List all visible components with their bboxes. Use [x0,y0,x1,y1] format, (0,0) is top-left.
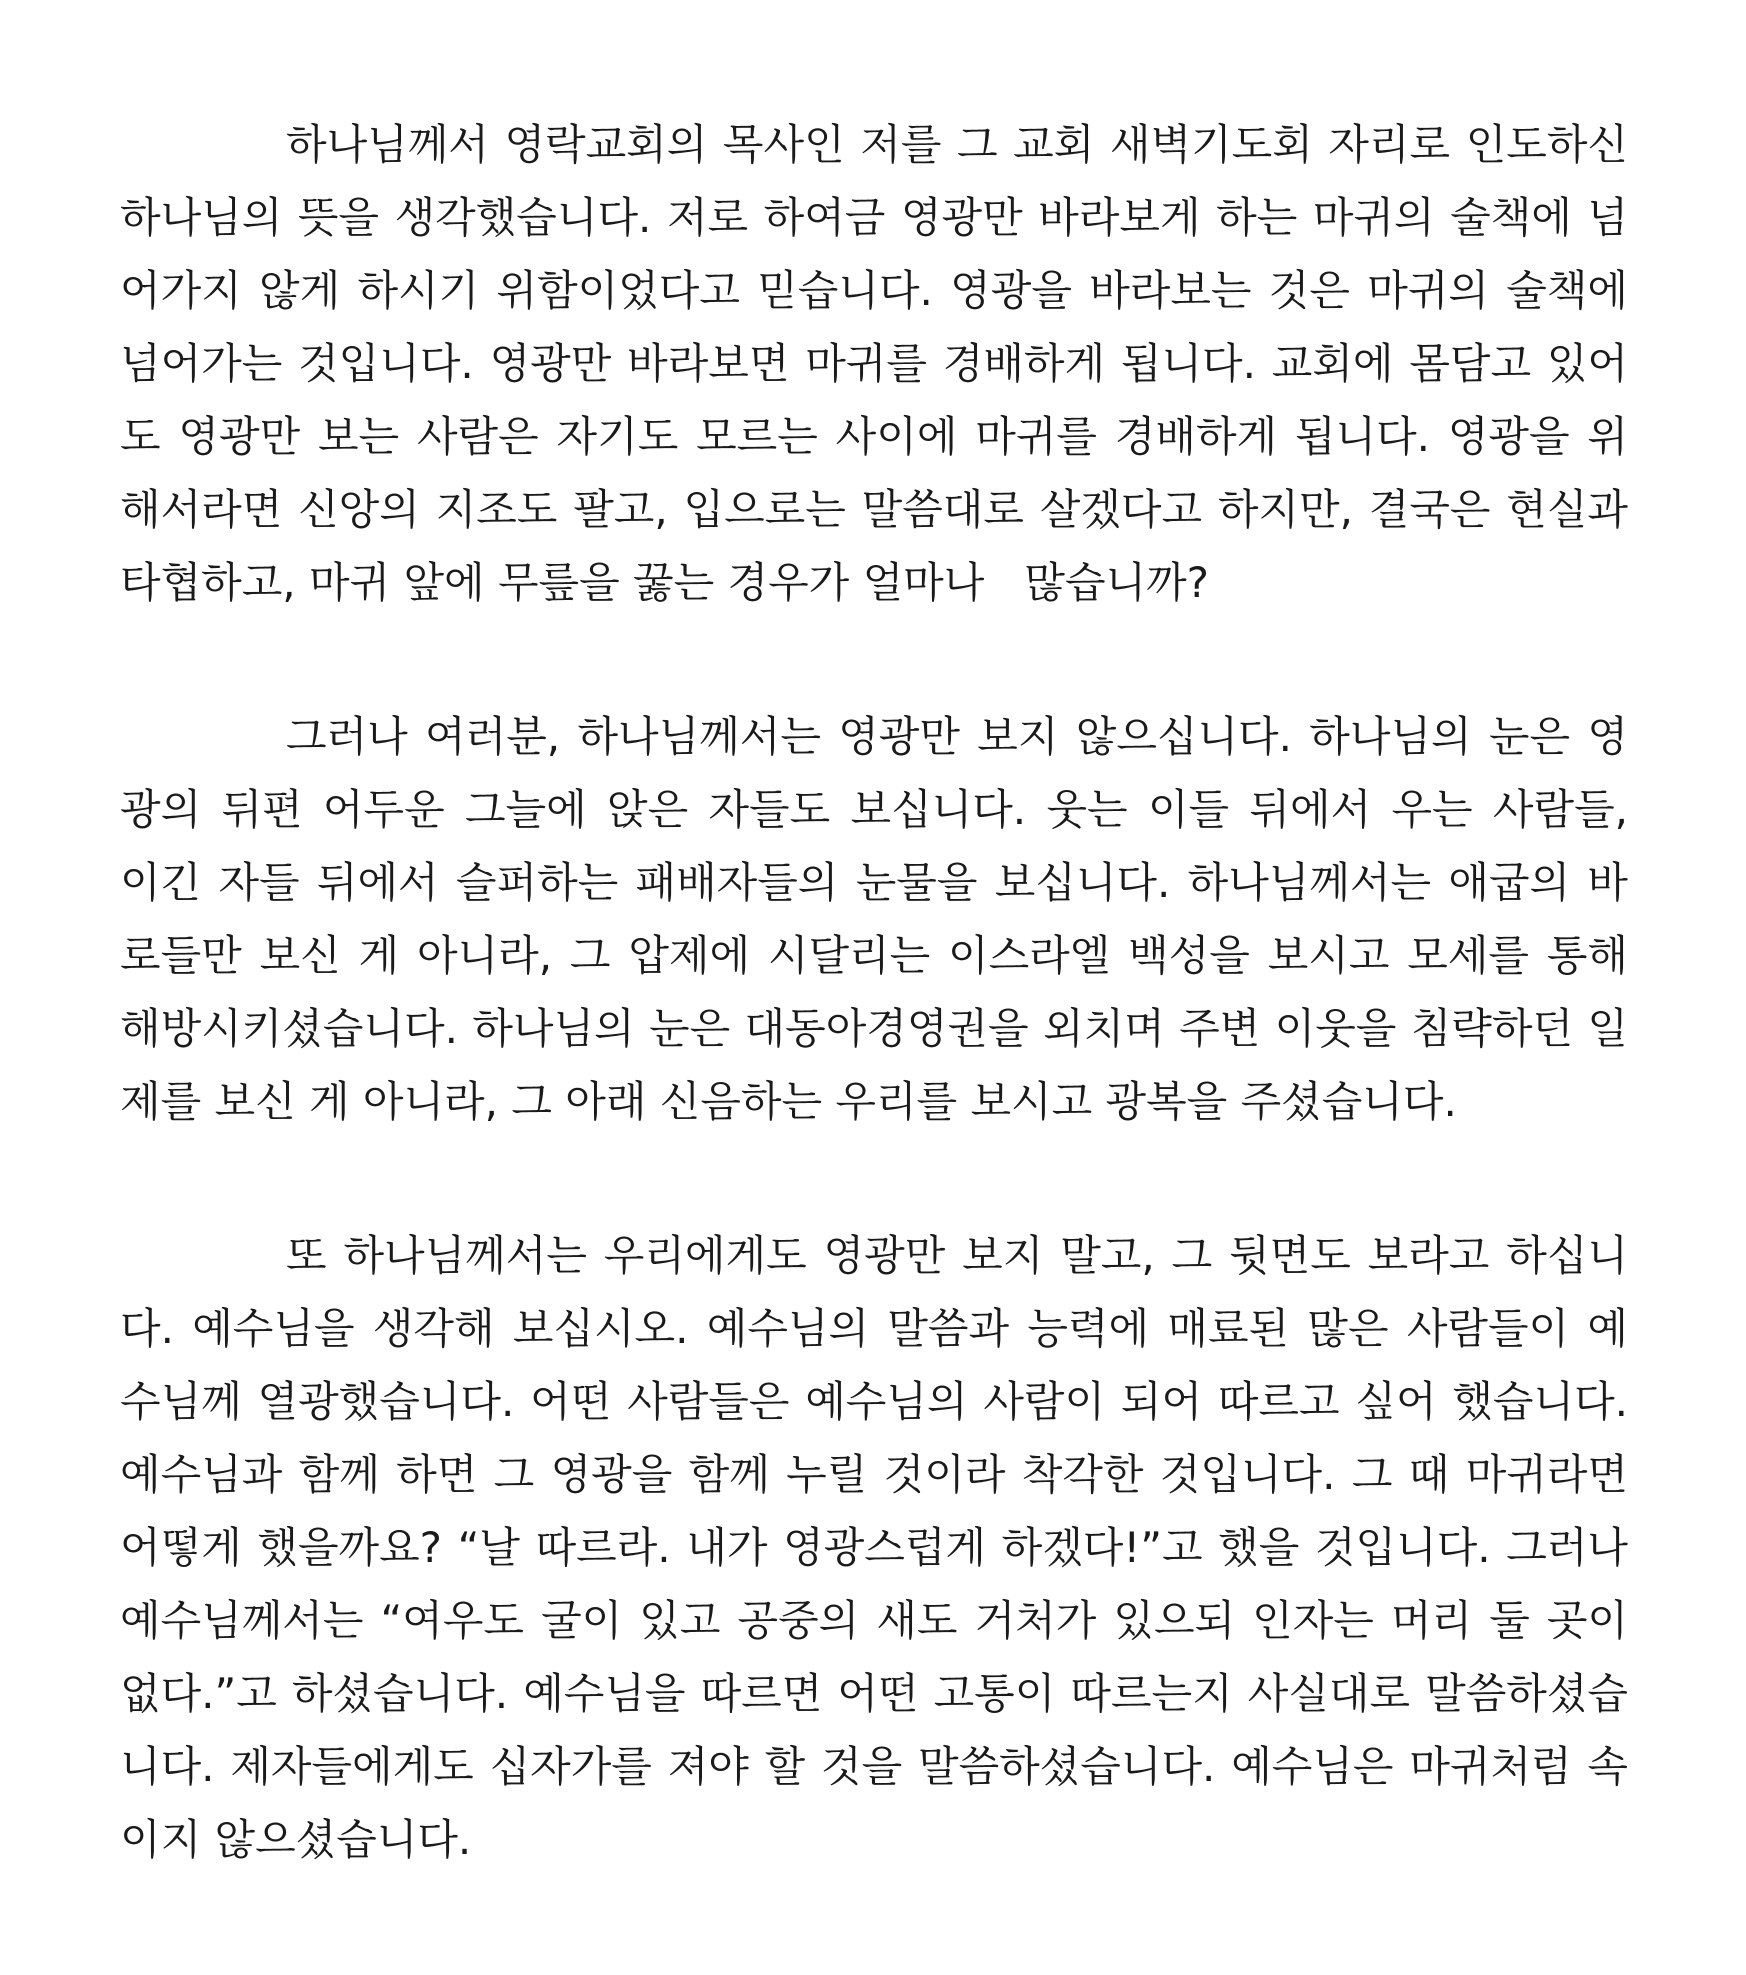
paragraph-2 [120,700,1628,1138]
paragraph-line: 예수님과 함께 하면 그 영광을 함께 누릴 것이라 착각한 것입니다. 그 때 마귀라면 [120,1450,1628,1499]
paragraph-line: 이긴 자들 뒤에서 슬퍼하는 패배자들의 눈물을 보십니다. 하나님께서는 애굽의 바 [120,858,1628,907]
paragraph-line: 어떻게 했을까요? “날 따르라. 내가 영광스럽게 하겠다!”고 했을 것입니다. 그러나 [120,1523,1628,1572]
paragraph-line: 니다. 제자들에게도 십자가를 져야 할 것을 말씀하셨습니다. 예수님은 마귀처럼 속 [120,1742,1628,1791]
paragraph-line: 해서라면 신앙의 지조도 팔고, 입으로는 말씀대로 살겠다고 하지만, 결국은 현실과 [120,485,1628,534]
paragraph-1 [120,108,1628,619]
paragraph-line: 이지 않으셨습니다. [120,1815,472,1864]
paragraph-line: 하나님의 뜻을 생각했습니다. 저로 하여금 영광만 바라보게 하는 마귀의 술책에 넘 [120,193,1628,242]
paragraph-line: 제를 보신 게 아니라, 그 아래 신음하는 우리를 보시고 광복을 주셨습니다. [120,1077,1457,1126]
paragraph-line: 해방시키셨습니다. 하나님의 눈은 대동아경영권을 외치며 주변 이웃을 침략하던 일 [120,1004,1628,1053]
paragraph-line: 그러나 여러분, 하나님께서는 영광만 보지 않으십니다. 하나님의 눈은 영 [286,712,1628,761]
paragraph-line: 도 영광만 보는 사람은 자기도 모르는 사이에 마귀를 경배하게 됩니다. 영광을 위 [120,412,1628,461]
paragraph-line: 또 하나님께서는 우리에게도 영광만 보지 말고, 그 뒷면도 보라고 하십니 [286,1231,1628,1280]
paragraph-line: 넘어가는 것입니다. 영광만 바라보면 마귀를 경배하게 됩니다. 교회에 몸담고 있어 [120,339,1628,388]
paragraph-line: 예수님께서는 “여우도 굴이 있고 공중의 새도 거처가 있으되 인자는 머리 둘 곳이 [120,1596,1628,1645]
paragraph-line: 수님께 열광했습니다. 어떤 사람들은 예수님의 사람이 되어 따르고 싶어 했습니다. [120,1377,1628,1426]
paragraph-line: 광의 뒤편 어두운 그늘에 앉은 자들도 보십니다. 웃는 이들 뒤에서 우는 사람들, [120,785,1628,834]
document-page [120,108,1628,1957]
paragraph-line: 타협하고, 마귀 앞에 무릎을 꿇는 경우가 얼마나 많습니까? [120,558,1209,607]
paragraph-line: 다. 예수님을 생각해 보십시오. 예수님의 말씀과 능력에 매료된 많은 사람들이 예 [120,1304,1628,1353]
paragraph-line: 어가지 않게 하시기 위함이었다고 믿습니다. 영광을 바라보는 것은 마귀의 술책에 [120,266,1628,315]
paragraph-3 [120,1219,1628,1876]
paragraph-line: 하나님께서 영락교회의 목사인 저를 그 교회 새벽기도회 자리로 인도하신 [286,120,1628,169]
paragraph-line: 로들만 보신 게 아니라, 그 압제에 시달리는 이스라엘 백성을 보시고 모세를 통해 [120,931,1628,980]
paragraph-line: 없다.”고 하셨습니다. 예수님을 따르면 어떤 고통이 따르는지 사실대로 말씀하셨습 [120,1669,1628,1718]
